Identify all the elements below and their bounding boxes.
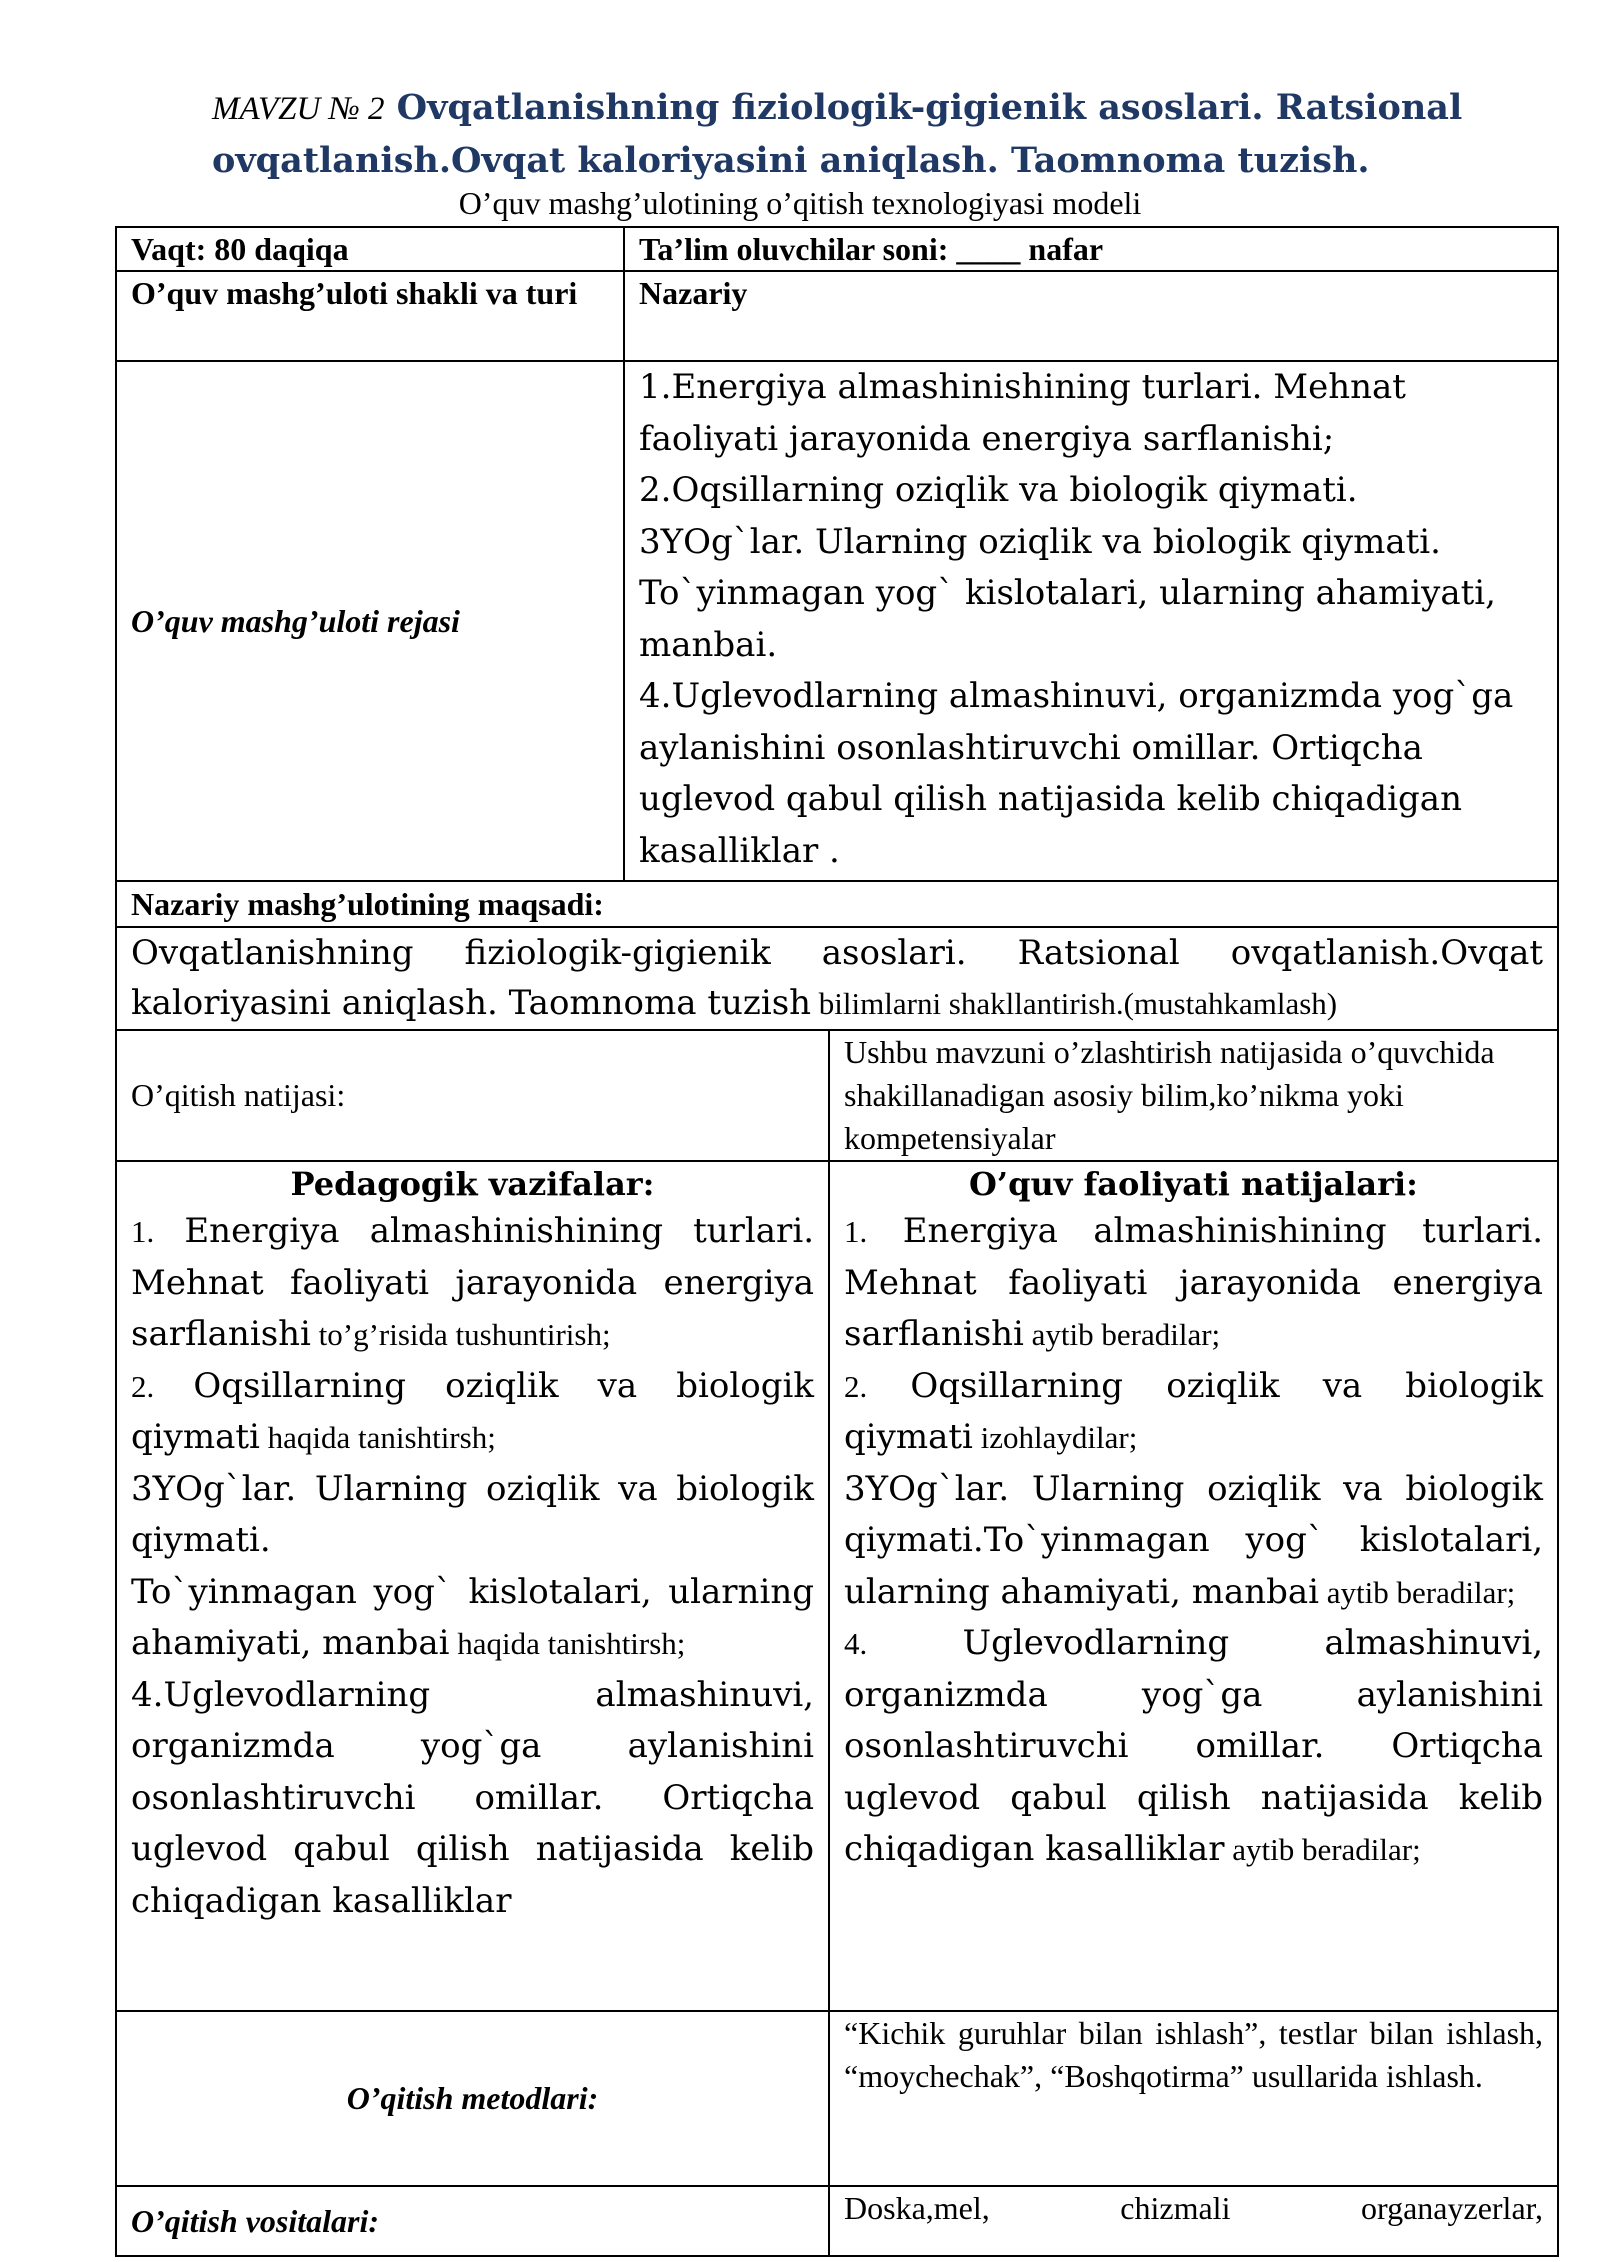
form-label: O’quv mashg’uloti shakli va turi — [116, 271, 624, 361]
outcome-item: 4. Uglevodlarning almashinuvi, organizmda yog`ga aylanishini osonlashtiruvchi omillar. Ortiqcha uglevod qabul qilish natijasida kelib chiqadigan kasalliklar aytib beradilar; — [844, 1623, 1544, 1869]
form-value: Nazariy — [624, 271, 1558, 361]
methods-label: O’qitish metodlari: — [116, 2011, 829, 2186]
plan-item: 2.Oqsillarning oziqlik va biologik qiymati. — [639, 470, 1358, 510]
goal-suffix: bilimlarni shakllantirish.(mustahkamlash) — [811, 986, 1338, 1021]
row-form — [116, 271, 1558, 361]
outcome-item: 1. Energiya almashinishining turlari. Mehnat faoliyati jarayonida energiya sarflanishi aytib beradilar; — [844, 1211, 1544, 1354]
outcome-item: 2. Oqsillarning oziqlik va biologik qiymati izohlaydilar; — [844, 1365, 1544, 1457]
row-outcome — [116, 1030, 1558, 1161]
topic-number: MAVZU № 2 — [212, 91, 385, 127]
tools-label: O’qitish vositalari: — [116, 2186, 829, 2256]
tools-value: Doska,mel, chizmali organayzerlar, — [829, 2186, 1558, 2256]
row-methods — [116, 2011, 1558, 2186]
plan-item: 1.Energiya almashinishining turlari. Mehnat faoliyati jarayonida energiya sarflanishi; — [639, 367, 1406, 459]
task-item: 3YOg`lar. Ularning oziqlik va biologik qiymati. — [131, 1468, 814, 1560]
task-item: To`yinmagan yog` kislotalari, ularning ahamiyati, manbai haqida tanishtirsh; — [131, 1571, 814, 1663]
outcome-label: O’qitish natijasi: — [116, 1030, 829, 1161]
goal-label: Nazariy mashg’ulotining maqsadi: — [116, 881, 1558, 927]
outcome-value: Ushbu mavzuni o’zlashtirish natijasida o’quvchida shakillanadigan asosiy bilim,ko’nikma yoki kompetensiyalar — [829, 1030, 1558, 1161]
lesson-heading — [212, 82, 1512, 186]
plan-label: O’quv mashg’uloti rejasi — [116, 361, 624, 881]
methods-value: “Kichik guruhlar bilan ishlash”, testlar bilan ishlash, “moychechak”, “Boshqotirma” usullarida ishlash. — [829, 2011, 1558, 2186]
pedagogical-tasks — [116, 1161, 829, 2011]
plan-item: 3YOg`lar. Ularning oziqlik va biologik qiymati. To`yinmagan yog` kislotalari, ularning ahamiyati, manbai. — [639, 521, 1496, 665]
row-goal-header — [116, 881, 1558, 927]
learning-outcomes — [829, 1161, 1558, 2011]
lesson-model-table — [115, 226, 1559, 2257]
task-item: 2. Oqsillarning oziqlik va biologik qiymati haqida tanishtirsh; — [131, 1365, 814, 1457]
topic-title: Ovqatlanishning fiziologik-gigienik asoslari. Ratsional ovqatlanish.Ovqat kaloriyasini aniqlash. Taomnoma tuzish. — [212, 87, 1463, 181]
outcome-item: 3YOg`lar. Ularning oziqlik va biologik qiymati.To`yinmagan yog` kislotalari, ularning ahamiyati, manbai aytib beradilar; — [844, 1468, 1544, 1612]
row-tools — [116, 2186, 1558, 2256]
goal-topic: Ovqatlanishning fiziologik-gigienik asoslari. Ratsional ovqatlanish.Ovqat kaloriyasini aniqlash. Taomnoma tuzish — [131, 933, 1544, 1023]
row-time — [116, 227, 1558, 271]
row-tasks — [116, 1161, 1558, 2011]
students-count-cell: Ta’lim oluvchilar soni: ____ nafar — [624, 227, 1558, 271]
task-item: 4.Uglevodlarning almashinuvi, organizmda yog`ga aylanishini osonlashtiruvchi omillar. Ortiqcha uglevod qabul qilish natijasida kelib chiqadigan kasalliklar — [131, 1674, 814, 1921]
pedagogical-tasks-header: Pedagogik vazifalar: — [290, 1165, 655, 1203]
plan-list — [624, 361, 1558, 881]
time-cell: Vaqt: 80 daqiqa — [116, 227, 624, 271]
row-plan — [116, 361, 1558, 881]
model-title: O’quv mashg’ulotining o’qitish texnologiyasi modeli — [458, 185, 1142, 221]
goal-text — [116, 927, 1558, 1030]
task-item: 1. Energiya almashinishining turlari. Mehnat faoliyati jarayonida energiya sarflanishi to’g’risida tushuntirish; — [131, 1211, 814, 1354]
learning-outcomes-header: O’quv faoliyati natijalari: — [969, 1165, 1418, 1203]
row-goal-text — [116, 927, 1558, 1030]
plan-item: 4.Uglevodlarning almashinuvi, organizmda yog`ga aylanishini osonlashtiruvchi omillar. Ortiqcha uglevod qabul qilish natijasida kelib chiqadigan kasalliklar . — [639, 676, 1514, 871]
